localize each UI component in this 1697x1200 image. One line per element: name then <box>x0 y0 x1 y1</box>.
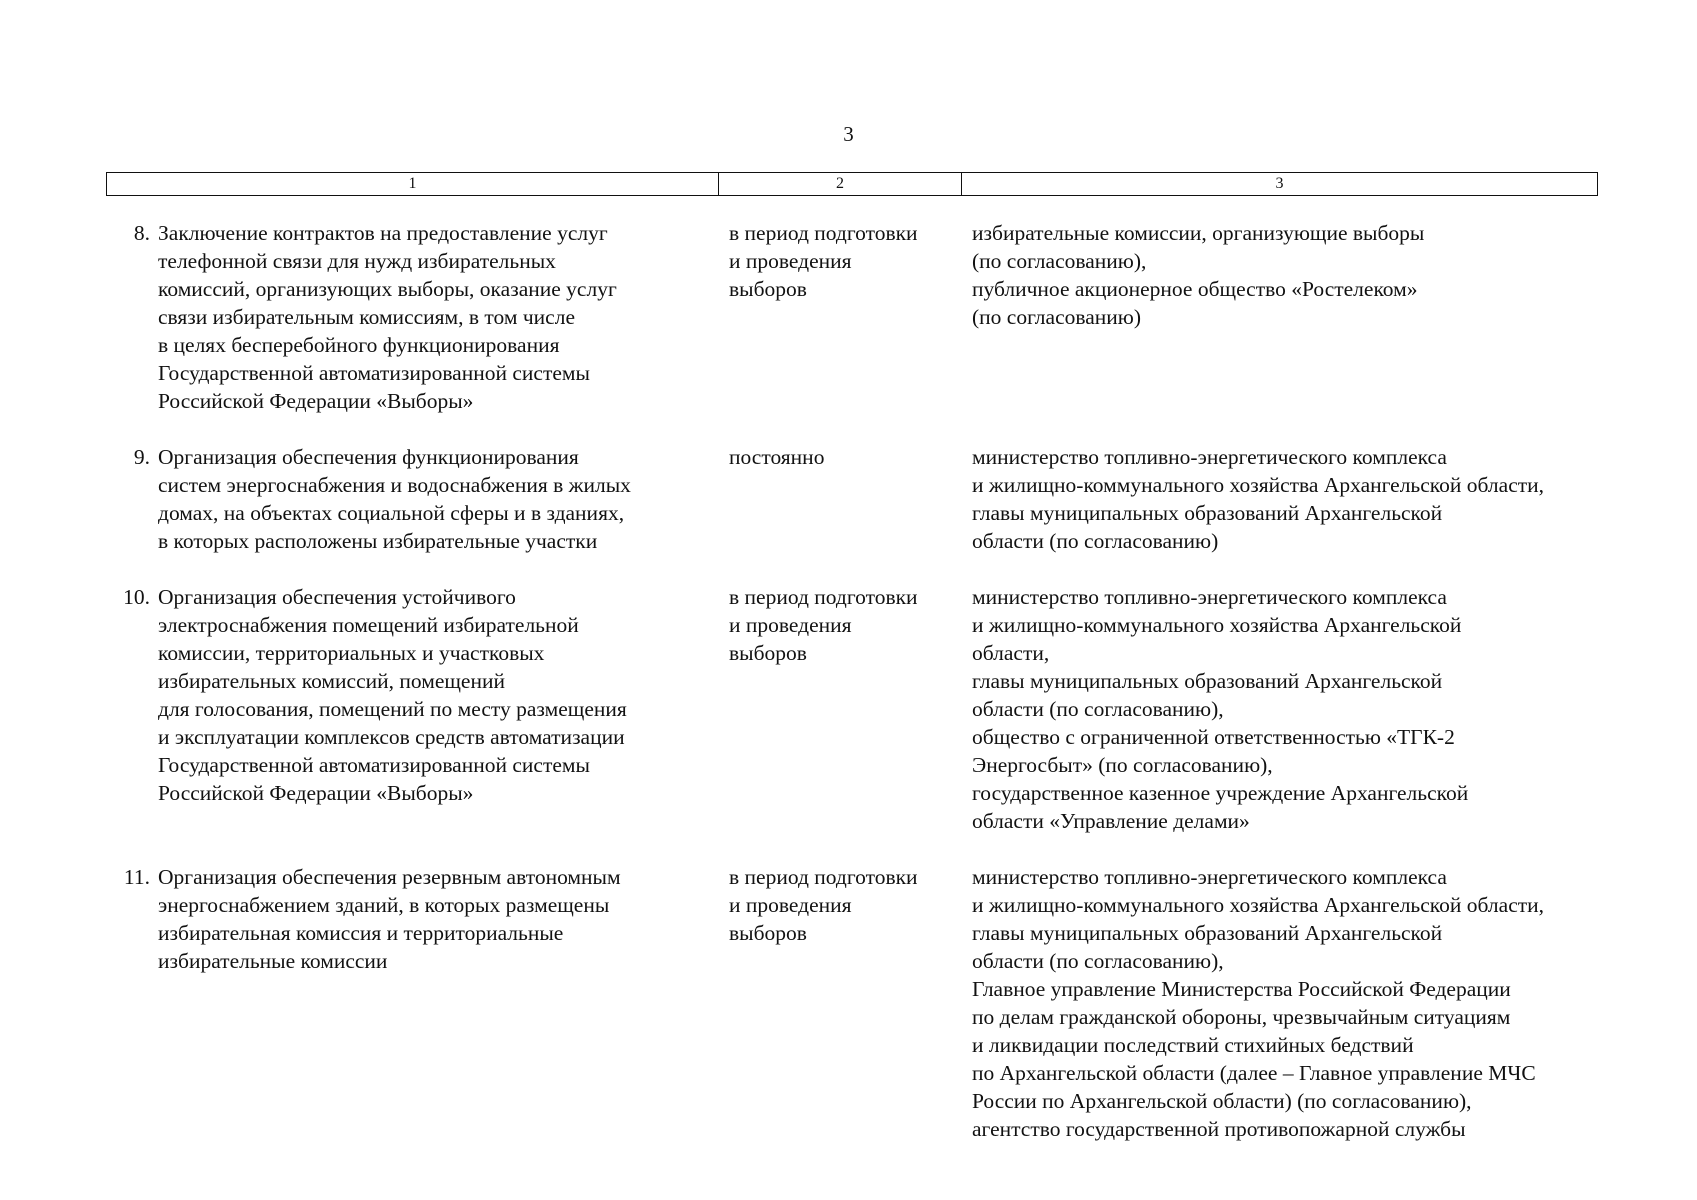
executor-line: публичное акционерное общество «Ростелеком» <box>972 277 1418 301</box>
activity-line: для голосования, помещений по месту размещения <box>158 697 627 721</box>
period-line: постоянно <box>729 445 825 469</box>
activity-line: энергоснабжением зданий, в которых размещены <box>158 893 610 917</box>
activity-line: связи избирательным комиссиям, в том числе <box>158 305 575 329</box>
period-line: в период подготовки <box>729 585 918 609</box>
table-row <box>106 863 1598 1143</box>
activity-line: электроснабжения помещений избирательной <box>158 613 579 637</box>
period-cell <box>718 443 961 555</box>
activity-line: Государственной автоматизированной системы <box>158 753 590 777</box>
activity-line: избирательные комиссии <box>158 949 388 973</box>
activity-cell <box>158 219 718 415</box>
activity-line: комиссий, организующих выборы, оказание услуг <box>158 277 617 301</box>
executor-line: министерство топливно-энергетического комплекса <box>972 445 1447 469</box>
executor-line: общество с ограниченной ответственностью «ТГК-2 <box>972 725 1455 749</box>
period-line: и проведения <box>729 613 852 637</box>
executor-line: главы муниципальных образований Архангельской <box>972 501 1443 525</box>
activity-line: телефонной связи для нужд избирательных <box>158 249 556 273</box>
executor-line: области (по согласованию) <box>972 529 1219 553</box>
activity-line: Российской Федерации «Выборы» <box>158 781 474 805</box>
activity-line: избирательная комиссия и территориальные <box>158 921 564 945</box>
table-header <box>106 172 1598 196</box>
executor-line: министерство топливно-энергетического комплекса <box>972 585 1447 609</box>
activity-line: Российской Федерации «Выборы» <box>158 389 474 413</box>
table-row <box>106 219 1598 415</box>
row-number: 8. <box>133 221 150 245</box>
period-line: и проведения <box>729 893 852 917</box>
executors-cell <box>961 583 1598 835</box>
row-number: 9. <box>133 445 150 469</box>
executors-cell <box>961 219 1598 415</box>
executor-line: государственное казенное учреждение Архангельской <box>972 781 1469 805</box>
executor-line: и жилищно-коммунального хозяйства Архангельской области, <box>972 893 1545 917</box>
activity-line: систем энергоснабжения и водоснабжения в жилых <box>158 473 631 497</box>
table-row <box>106 443 1598 555</box>
activity-line: Заключение контрактов на предоставление услуг <box>158 221 608 245</box>
executor-line: России по Архангельской области) (по согласованию), <box>972 1089 1472 1113</box>
header-cell-3: 3 <box>1275 175 1284 192</box>
executors-cell <box>961 443 1598 555</box>
row-number: 11. <box>123 865 150 889</box>
executor-line: министерство топливно-энергетического комплекса <box>972 865 1447 889</box>
executor-line: избирательные комиссии, организующие выборы <box>972 221 1425 245</box>
activity-cell <box>158 863 718 1143</box>
executor-line: и ликвидации последствий стихийных бедствий <box>972 1033 1414 1057</box>
executor-line: области, <box>972 641 1050 665</box>
row-number: 10. <box>123 585 150 609</box>
period-cell <box>718 863 961 1143</box>
table-body <box>106 219 1598 1143</box>
activity-line: и эксплуатации комплексов средств автоматизации <box>158 725 625 749</box>
activity-line: домах, на объектах социальной сферы и в зданиях, <box>158 501 625 525</box>
executor-line: области «Управление делами» <box>972 809 1250 833</box>
page-number: 3 <box>843 122 854 146</box>
header-cell-1: 1 <box>107 173 719 195</box>
period-line: выборов <box>729 921 807 945</box>
activity-line: избирательных комиссий, помещений <box>158 669 505 693</box>
activity-line: комиссии, территориальных и участковых <box>158 641 545 665</box>
activity-line: в целях бесперебойного функционирования <box>158 333 560 357</box>
period-line: в период подготовки <box>729 865 918 889</box>
executor-line: по делам гражданской обороны, чрезвычайным ситуациям <box>972 1005 1511 1029</box>
period-line: выборов <box>729 641 807 665</box>
activity-line: Организация обеспечения устойчивого <box>158 585 516 609</box>
activity-line: Государственной автоматизированной системы <box>158 361 590 385</box>
period-cell <box>718 219 961 415</box>
executor-line: (по согласованию) <box>972 305 1142 329</box>
executor-line: и жилищно-коммунального хозяйства Архангельской <box>972 613 1462 637</box>
executor-line: агентство государственной противопожарной службы <box>972 1117 1466 1141</box>
activity-cell <box>158 443 718 555</box>
executor-line: Энергосбыт» (по согласованию), <box>972 753 1273 777</box>
period-line: и проведения <box>729 249 852 273</box>
period-cell <box>718 583 961 835</box>
executor-line: Главное управление Министерства Российской Федерации <box>972 977 1511 1001</box>
activity-line: в которых расположены избирательные участки <box>158 529 598 553</box>
header-cell-2: 2 <box>719 173 962 195</box>
executor-line: главы муниципальных образований Архангельской <box>972 921 1443 945</box>
activity-line: Организация обеспечения функционирования <box>158 445 579 469</box>
executor-line: главы муниципальных образований Архангельской <box>972 669 1443 693</box>
executor-line: (по согласованию), <box>972 249 1147 273</box>
executors-cell <box>961 863 1598 1143</box>
period-line: в период подготовки <box>729 221 918 245</box>
activity-line: Организация обеспечения резервным автономным <box>158 865 621 889</box>
executor-line: по Архангельской области (далее – Главное управление МЧС <box>972 1061 1536 1085</box>
period-line: выборов <box>729 277 807 301</box>
table-row <box>106 583 1598 835</box>
executor-line: области (по согласованию), <box>972 949 1224 973</box>
executor-line: и жилищно-коммунального хозяйства Архангельской области, <box>972 473 1545 497</box>
activity-cell <box>158 583 718 835</box>
executor-line: области (по согласованию), <box>972 697 1224 721</box>
